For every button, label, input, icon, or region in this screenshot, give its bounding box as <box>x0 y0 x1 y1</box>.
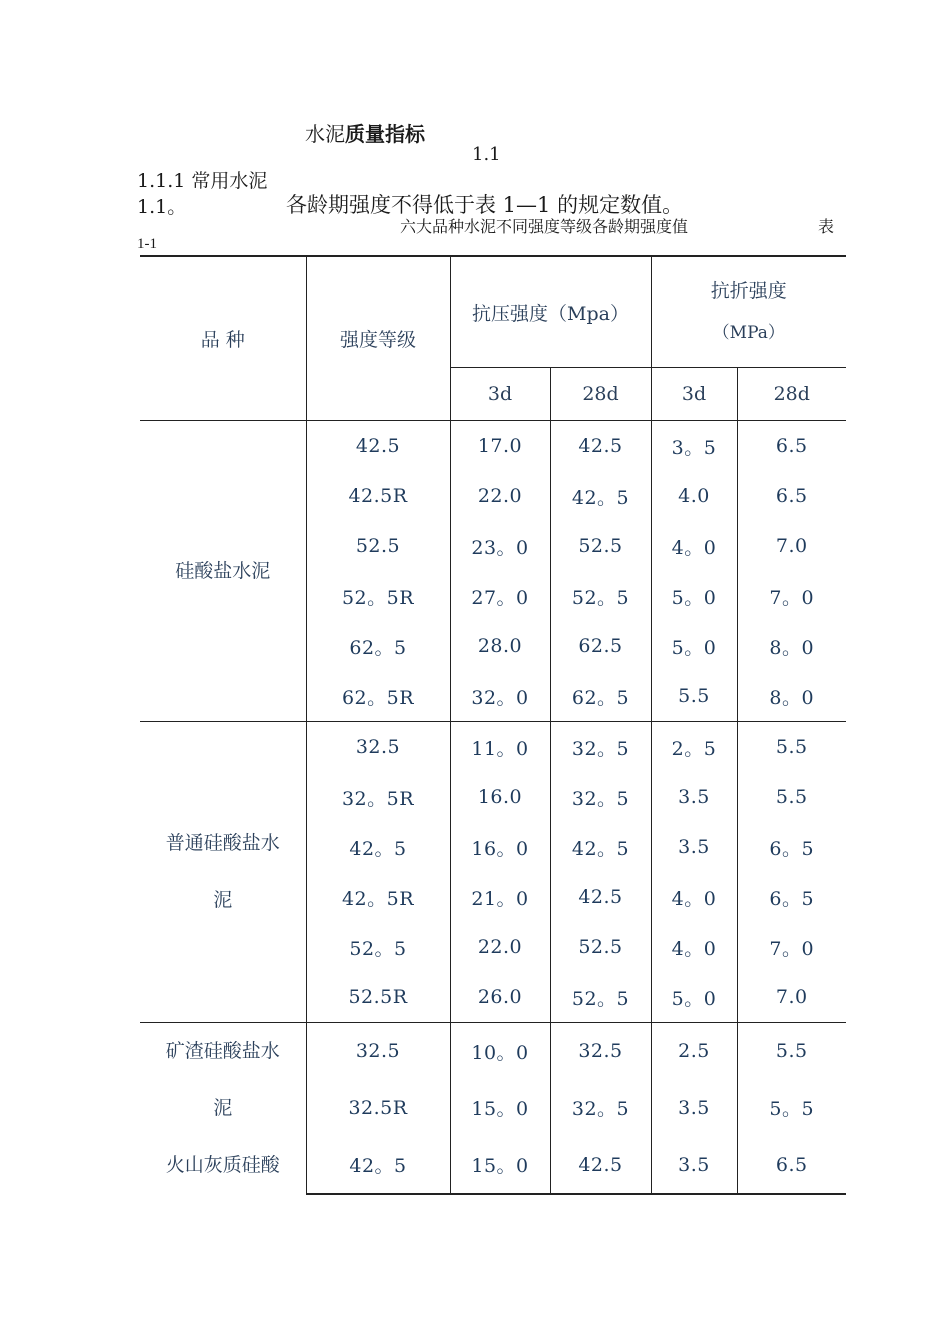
comp-28d-cell: 42。5 <box>550 471 651 521</box>
flex-28d-cell: 6.5 <box>737 1136 846 1194</box>
comp-28d-cell: 42.5 <box>550 872 651 922</box>
grade-cell: 62。5R <box>306 671 450 722</box>
table-caption: 六大品种水泥不同强度等级各龄期强度值 <box>400 217 689 236</box>
strength-table <box>140 255 846 1195</box>
flex-3d-cell: 4。0 <box>651 922 737 972</box>
comp-3d-cell: 16。0 <box>450 822 550 872</box>
comp-3d-cell: 28.0 <box>450 621 550 671</box>
flex-3d-cell: 5。0 <box>651 571 737 621</box>
comp-28d-cell: 32。5 <box>550 772 651 822</box>
flex-28d-cell: 6.5 <box>737 471 846 521</box>
grade-cell: 52.5 <box>306 521 450 571</box>
comp-28d-cell: 62。5 <box>550 671 651 722</box>
grade-cell: 52。5 <box>306 922 450 972</box>
comp-28d-cell: 32。5 <box>550 722 651 773</box>
comp-3d-cell: 11。0 <box>450 722 550 773</box>
strength-table-body <box>140 256 846 1194</box>
grade-cell: 42。5 <box>306 822 450 872</box>
grade-cell: 42.5 <box>306 421 450 472</box>
flex-28d-cell: 6.5 <box>737 421 846 472</box>
grade-cell: 32.5 <box>306 722 450 773</box>
grade-cell: 42。5 <box>306 1136 450 1194</box>
grade-cell: 52。5R <box>306 571 450 621</box>
variety-name-line: 火山灰质硅酸 <box>165 1154 280 1176</box>
comp-28d-cell: 32。5 <box>550 1080 651 1137</box>
comp-28d-cell: 52.5 <box>550 922 651 972</box>
flex-28d-cell: 7。0 <box>737 571 846 621</box>
comp-28d-cell: 52。5 <box>550 972 651 1023</box>
header-variety: 品 种 <box>140 256 306 421</box>
grade-cell: 32。5R <box>306 772 450 822</box>
flex-3d-cell: 4。0 <box>651 872 737 922</box>
variety-name-line: 硅酸盐水泥 <box>175 559 271 582</box>
flex-28d-cell: 5.5 <box>737 1023 846 1080</box>
table-header-row <box>140 256 846 368</box>
comp-3d-cell: 15。0 <box>450 1080 550 1137</box>
item-number: 1.1。 <box>137 196 187 218</box>
flex-3d-cell: 3.5 <box>651 1080 737 1137</box>
flex-28d-cell: 7。0 <box>737 922 846 972</box>
subsection-heading: 1.1.1 常用水泥 <box>137 170 268 192</box>
flex-28d-cell: 8。0 <box>737 621 846 671</box>
flex-28d-cell: 6。5 <box>737 822 846 872</box>
variety-name-line: 泥 <box>213 1097 233 1119</box>
variety-name-line: 矿渣硅酸盐水 <box>165 1040 280 1062</box>
comp-3d-cell: 22.0 <box>450 922 550 972</box>
variety-cell <box>140 421 306 722</box>
item-text: 各龄期强度不得低于表 1—1 的规定数值。 <box>286 193 684 217</box>
table-number: 1-1 <box>137 236 157 252</box>
comp-3d-cell: 15。0 <box>450 1136 550 1194</box>
comp-28d-cell: 62.5 <box>550 621 651 671</box>
grade-cell: 52.5R <box>306 972 450 1023</box>
comp-3d-cell: 22.0 <box>450 471 550 521</box>
grade-cell: 32.5R <box>306 1080 450 1137</box>
header-flexural-line2: （MPa） <box>712 323 785 343</box>
flex-3d-cell: 5。0 <box>651 972 737 1023</box>
grade-cell: 62。5 <box>306 621 450 671</box>
comp-3d-cell: 21。0 <box>450 872 550 922</box>
flex-28d-cell: 7.0 <box>737 972 846 1023</box>
flex-28d-cell: 7.0 <box>737 521 846 571</box>
flex-3d-cell: 2。5 <box>651 722 737 773</box>
table-row <box>140 421 846 472</box>
flex-3d-cell: 2.5 <box>651 1023 737 1080</box>
header-flex-28d: 28d <box>737 368 846 421</box>
comp-3d-cell: 23。0 <box>450 521 550 571</box>
flex-3d-cell: 3.5 <box>651 822 737 872</box>
variety-name-line: 泥 <box>213 889 233 911</box>
comp-28d-cell: 42.5 <box>550 1136 651 1194</box>
variety-name-line: 普通硅酸盐水 <box>165 832 280 854</box>
section-number: 1.1 <box>472 144 501 165</box>
comp-3d-cell: 17.0 <box>450 421 550 472</box>
flex-3d-cell: 4.0 <box>651 471 737 521</box>
comp-28d-cell: 32.5 <box>550 1023 651 1080</box>
comp-3d-cell: 16.0 <box>450 772 550 822</box>
flex-28d-cell: 8。0 <box>737 671 846 722</box>
grade-cell: 42.5R <box>306 471 450 521</box>
grade-cell: 32.5 <box>306 1023 450 1080</box>
comp-3d-cell: 10。0 <box>450 1023 550 1080</box>
flex-28d-cell: 6。5 <box>737 872 846 922</box>
flex-3d-cell: 4。0 <box>651 521 737 571</box>
comp-28d-cell: 42.5 <box>550 421 651 472</box>
flex-3d-cell: 3。5 <box>651 421 737 472</box>
comp-3d-cell: 27。0 <box>450 571 550 621</box>
flex-3d-cell: 5。0 <box>651 621 737 671</box>
header-flexural-line1: 抗折强度 <box>710 280 787 302</box>
header-flex-3d: 3d <box>651 368 737 421</box>
flex-28d-cell: 5.5 <box>737 772 846 822</box>
grade-cell: 42。5R <box>306 872 450 922</box>
header-grade: 强度等级 <box>306 256 450 421</box>
variety-cell <box>140 722 306 1023</box>
table-row <box>140 722 846 773</box>
header-comp-28d: 28d <box>550 368 651 421</box>
flex-3d-cell: 5.5 <box>651 671 737 722</box>
comp-28d-cell: 42。5 <box>550 822 651 872</box>
header-compressive: 抗压强度（Mpa） <box>450 256 651 368</box>
comp-3d-cell: 32。0 <box>450 671 550 722</box>
table-caption-label: 表 <box>818 217 835 236</box>
comp-28d-cell: 52.5 <box>550 521 651 571</box>
document-title: 水泥质量指标 <box>305 122 425 146</box>
flex-3d-cell: 3.5 <box>651 772 737 822</box>
comp-3d-cell: 26.0 <box>450 972 550 1023</box>
table-row <box>140 1023 846 1080</box>
variety-cell <box>140 1023 306 1195</box>
flex-3d-cell: 3.5 <box>651 1136 737 1194</box>
flex-28d-cell: 5。5 <box>737 1080 846 1137</box>
header-flexural <box>651 256 846 368</box>
flex-28d-cell: 5.5 <box>737 722 846 773</box>
comp-28d-cell: 52。5 <box>550 571 651 621</box>
header-comp-3d: 3d <box>450 368 550 421</box>
